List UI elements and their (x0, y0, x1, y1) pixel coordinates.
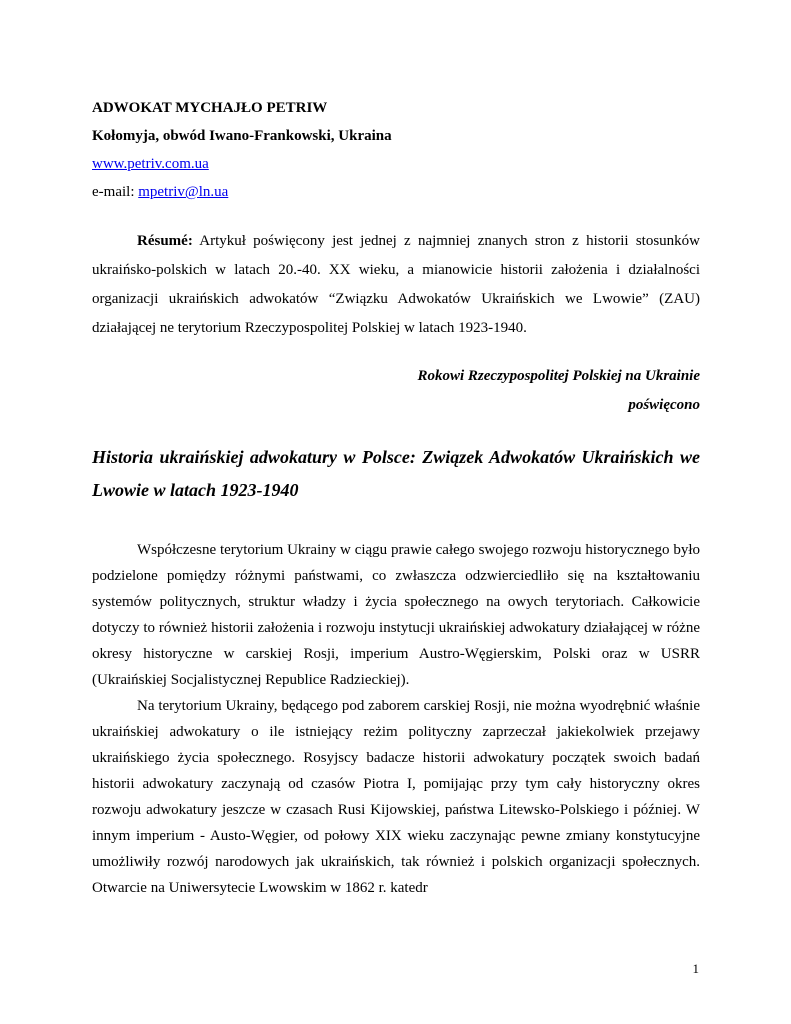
email-line (92, 178, 392, 206)
body-paragraph: Na terytorium Ukrainy, będącego pod zaborem carskiej Rosji, nie można wyodrębnić właśnie ukraińskiej adwokatury o ile istniejący reżim polityczny zaprzeczał jakiekolwiek przejawy ukraińskiego życia społecznego. Rosyjscy badacze historii adwokatury początek swoich badań historii adwokatury zaczynają od czasów Piotra I, pomijając przy tym cały historyczny okres rozwoju adwokatury jeszcze w czasach Rusi Kijowskiej, państwa Litewsko-Polskiego i później. W innym imperium - Austo-Węgier, od połowy XIX wieku zaczynając pewne zmiany konstytucyjne umożliwiły rozwój narodowych jak ukraińskich, tak również i polskich organizacji społecznych. Otwarcie na Uniwersytecie Lwowskim w 1862 r. katedr (92, 698, 700, 896)
email-label: e-mail: (92, 184, 139, 200)
article-title: Historia ukraińskiej adwokatury w Polsce: Związek Adwokatów Ukraińskich we Lwowie w latach 1923-1940 (92, 447, 700, 500)
dedication-line-1: Rokowi Rzeczypospolitej Polskiej na Ukrainie (417, 368, 700, 384)
abstract-text: Artykuł poświęcony jest jednej z najmniej znanych stron z historii stosunków ukraińsko-polskich w latach 20.-40. XX wieku, a mianowicie historii założenia i działalności organizacji ukraińskich adwokatów “Związku Adwokatów Ukraińskich we Lwowie” (ZAU) działającej ne terytorium Rzeczypospolitej Polskiej w latach 1923-1940. (92, 233, 700, 336)
abstract-label: Résumé: (137, 233, 193, 249)
author-location: Kołomyja, obwód Iwano-Frankowski, Ukraina (92, 128, 392, 144)
website-link[interactable]: www.petriv.com.ua (92, 156, 209, 172)
body-paragraph: Współczesne terytorium Ukrainy w ciągu prawie całego swojego rozwoju historycznego było podzielone pomiędzy różnymi państwami, co zwłaszcza odzwierciedliło się na kształtowaniu systemów politycznych, struktur władzy i życia społecznego na owych terytoriach. Całkowicie dotyczy to również historii założenia i rozwoju instytucji ukraińskiej adwokatury działającej w różne okresy historyczne w carskiej Rosji, imperium Austro-Węgierskim, Polski oraz w USRR (Ukraińskiej Socjalistycznej Republice Radzieckiej). (92, 542, 700, 688)
article-body (92, 537, 700, 901)
abstract-paragraph (92, 227, 700, 343)
dedication (92, 362, 700, 420)
author-name: ADWOKAT MYCHAJŁO PETRIW (92, 100, 328, 116)
page-number: 1 (692, 961, 699, 976)
email-link[interactable]: mpetriv@ln.ua (138, 184, 229, 200)
author-block (92, 94, 392, 206)
dedication-line-2: poświęcono (628, 397, 700, 413)
website-line (92, 150, 392, 178)
